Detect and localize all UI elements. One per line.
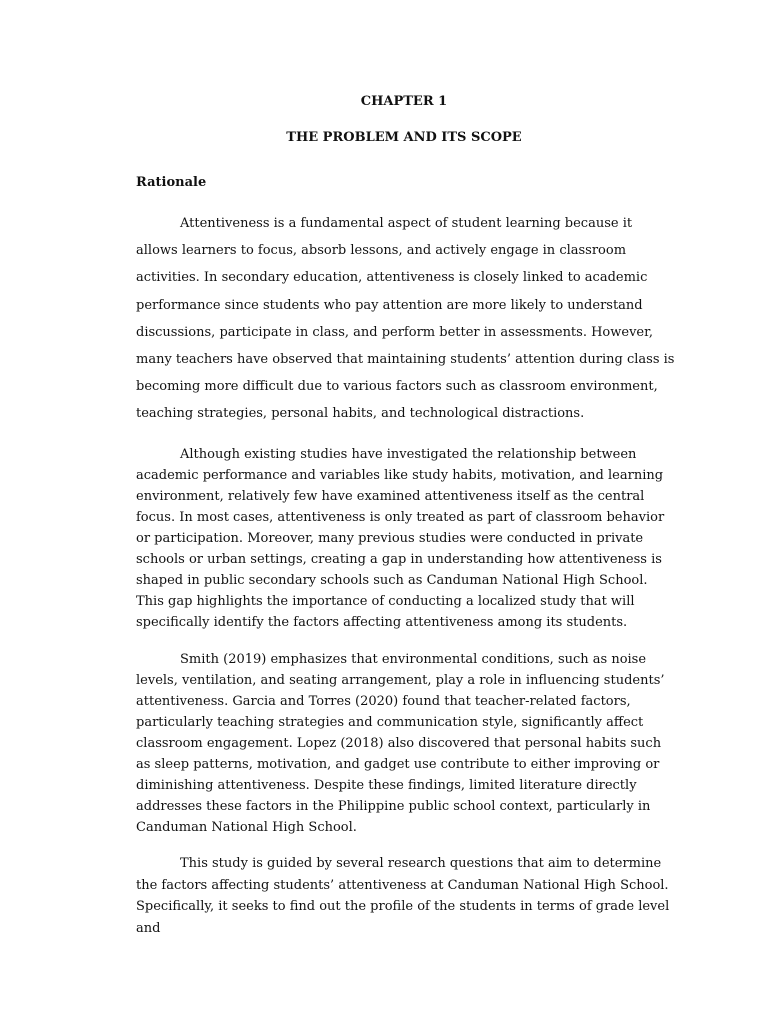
paragraph-2: Although existing studies have investigated the relationship between academic performance and variables like study habits, motivation, and learning environment, relatively few have examined attentiveness itself as the central focus. In most cases, attentiveness is only treated as part of classroom behavior or participation. Moreover, many previous studies were conducted in private schools or urban settings, creating a gap in understanding how attentiveness is shaped in public secondary schools such as Canduman National High School. This gap highlights the importance of conducting a localized study that will specifically identify the factors affecting attentiveness among its students.: [136, 447, 665, 630]
chapter-label: CHAPTER 1: [360, 94, 448, 109]
section-heading: Rationale: [136, 175, 207, 190]
paragraph-1: Attentiveness is a fundamental aspect of student learning because it allows learners to focus, absorb lessons, and actively engage in classroom activities. In secondary education, attentiveness is closely linked to academic performance since students who pay attention are more likely to understand discussions, participate in class, and perform better in assessments. However, many teachers have observed that maintaining students’ attention during class is becoming more difficult due to various factors such as classroom environment, teaching strategies, personal habits, and technological distractions.: [136, 216, 675, 422]
paragraph-3: Smith (2019) emphasizes that environmental conditions, such as noise levels, ventilation, and seating arrangement, play a role in influencing students’ attentiveness. Garcia and Torres (2020) found that teacher-related factors, particularly teaching strategies and communication style, significantly affect classroom engagement. Lopez (2018) also discovered that personal habits such as sleep patterns, motivation, and gadget use contribute to either improving or diminishing attentiveness. Despite these findings, limited literature directly addresses these factors in the Philippine public school context, particularly in Canduman National High School.: [136, 652, 665, 835]
paragraph-4: This study is guided by several research questions that aim to determine the factors affecting students’ attentiveness at Canduman National High School. Specifically, it seeks to find out the profile of the students in terms of grade level and: [136, 856, 670, 936]
chapter-title: THE PROBLEM AND ITS SCOPE: [286, 130, 522, 145]
